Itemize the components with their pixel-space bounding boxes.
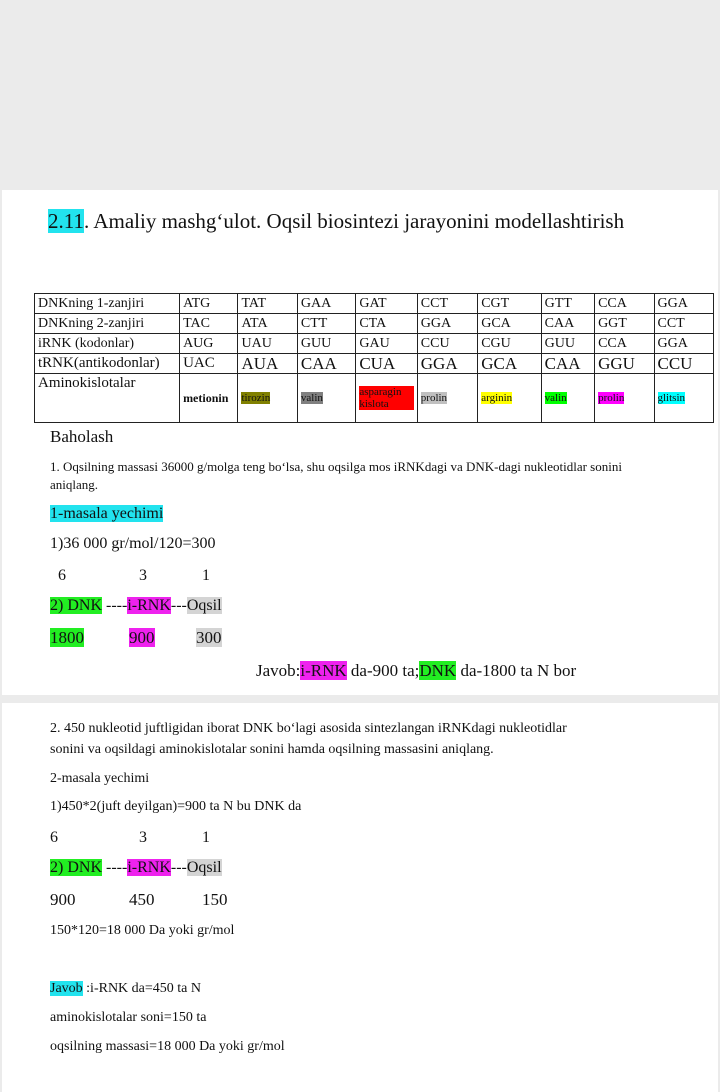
table-cell: CTA <box>356 314 417 334</box>
table-cell: CCU <box>654 354 714 374</box>
amino-cell <box>654 374 714 423</box>
top-gray-area <box>0 0 720 190</box>
table-cell: CAA <box>541 314 594 334</box>
solution-1-label <box>50 505 163 523</box>
answer-dnk: DNK <box>419 661 457 680</box>
solution-1-label-text: 1-masala yechimi <box>50 505 164 522</box>
chain-diagram <box>50 597 222 615</box>
value-box <box>129 628 155 648</box>
table-cell: GAT <box>356 294 417 314</box>
row-label: iRNK (kodonlar) <box>35 334 180 354</box>
value-box <box>50 628 84 648</box>
amino-cell <box>238 374 297 423</box>
answer-2-text: :i-RNK da=450 ta N <box>82 981 201 996</box>
table-cell: GAA <box>297 294 355 314</box>
table-cell: GGA <box>654 334 714 354</box>
solution-2-step-3: 150*120=18 000 Da yoki gr/mol <box>50 923 235 938</box>
table-cell: CTT <box>297 314 355 334</box>
table-cell: ATA <box>238 314 297 334</box>
table-row <box>35 354 714 374</box>
ratio-value: 1 <box>202 829 210 846</box>
row-label: tRNK(antikodonlar) <box>35 354 180 374</box>
table-cell: CAA <box>297 354 355 374</box>
table-cell: TAC <box>180 314 238 334</box>
table-cell: GGU <box>595 354 654 374</box>
amino-label: valin <box>544 392 567 404</box>
answer-2 <box>50 981 201 997</box>
row-label: Aminokislotalar <box>35 374 180 423</box>
solution-2-label: 2-masala yechimi <box>50 771 150 786</box>
amino-cell <box>541 374 594 423</box>
amino-label: prolin <box>598 392 625 404</box>
table-cell: GGT <box>595 314 654 334</box>
oqsil-label: Oqsil <box>186 597 222 614</box>
value-dnk: 900 <box>50 890 76 909</box>
table-cell: GUU <box>297 334 355 354</box>
table-cell: CCU <box>417 334 477 354</box>
table-cell: CGT <box>478 294 541 314</box>
value-rnk: 900 <box>129 628 155 647</box>
value-rnk: 450 <box>129 890 155 909</box>
ratio-value: 3 <box>139 829 147 846</box>
amino-cell <box>417 374 477 423</box>
value-oqsil: 150 <box>202 890 228 909</box>
table-row <box>35 314 714 334</box>
ratio-value: 6 <box>50 829 58 846</box>
table-cell: AUG <box>180 334 238 354</box>
table-cell: CCT <box>654 314 714 334</box>
table-cell: UAU <box>238 334 297 354</box>
table-cell: CCA <box>595 294 654 314</box>
amino-row <box>35 374 714 423</box>
table-cell: AUA <box>238 354 297 374</box>
codon-table <box>34 293 714 423</box>
amino-label: arginin <box>481 392 513 404</box>
amino-cell <box>595 374 654 423</box>
ratio-value: 6 <box>58 567 66 584</box>
chain-separator: ---- <box>102 859 128 876</box>
answer-1 <box>256 661 576 681</box>
amino-cell <box>297 374 355 423</box>
table-cell: ATG <box>180 294 238 314</box>
amino-label: tirozin <box>241 392 271 404</box>
table-cell: CAA <box>541 354 594 374</box>
problem-2-line-1: 2. 450 nukleotid juftligidan iborat DNK bo‘lagi asosida sintezlangan iRNKdagi nukleotidlar <box>50 721 567 736</box>
chain-separator: ---- <box>102 597 128 614</box>
table-cell: GTT <box>541 294 594 314</box>
table-cell: GCA <box>478 354 541 374</box>
amino-cell: metionin <box>180 374 238 423</box>
table-cell: GAU <box>356 334 417 354</box>
table-cell: GUU <box>541 334 594 354</box>
amino-label: glitsin <box>657 392 686 404</box>
section-heading: Baholash <box>50 427 114 446</box>
answer-suffix: da-1800 ta N bor <box>456 661 577 680</box>
page-title <box>48 209 624 234</box>
amino-cell <box>356 374 417 423</box>
table-cell: CGU <box>478 334 541 354</box>
answer-2-line-2: aminokislotalar soni=150 ta <box>50 1010 207 1025</box>
row-label: DNKning 2-zanjiri <box>35 314 180 334</box>
table-cell: GGA <box>654 294 714 314</box>
table-row <box>35 294 714 314</box>
table-cell: UAC <box>180 354 238 374</box>
answer-2-label: Javob <box>50 981 83 996</box>
ratio-value: 1 <box>202 567 210 584</box>
rnk-label: i-RNK <box>127 597 171 614</box>
table-row <box>35 334 714 354</box>
row-label: DNKning 1-zanjiri <box>35 294 180 314</box>
page-two <box>2 703 718 1092</box>
problem-1-text: 1. Oqsilning massasi 36000 g/molga teng bo‘lsa, shu oqsilga mos iRNKdagi va DNK-dagi nukleotidlar sonini <box>50 459 622 474</box>
problem-1-text-cont: aniqlang. <box>50 477 99 492</box>
table-cell: GGA <box>417 314 477 334</box>
value-oqsil: 300 <box>196 628 222 647</box>
table-cell: CCA <box>595 334 654 354</box>
answer-mid: da-900 ta; <box>346 661 420 680</box>
value-box <box>196 628 222 648</box>
dnk-label: 2) DNK <box>50 859 102 876</box>
answer-prefix: Javob: <box>256 661 301 680</box>
amino-label: prolin <box>420 392 448 404</box>
chain-separator: --- <box>170 597 187 614</box>
title-number: 2.11 <box>48 209 84 233</box>
amino-label: asparagin kislota <box>359 386 413 410</box>
table-cell: CUA <box>356 354 417 374</box>
rnk-label: i-RNK <box>127 859 171 876</box>
dnk-label: 2) DNK <box>50 597 102 614</box>
table-cell: GGA <box>417 354 477 374</box>
table-cell: TAT <box>238 294 297 314</box>
problem-2-line-2: sonini va oqsildagi aminokislotalar sonini hamda oqsilning massasini aniqlang. <box>50 742 494 757</box>
answer-rnk: i-RNK <box>300 661 347 680</box>
value-dnk: 1800 <box>50 628 84 647</box>
table-cell: CCT <box>417 294 477 314</box>
ratio-value: 3 <box>139 567 147 584</box>
answer-2-line-3: oqsilning massasi=18 000 Da yoki gr/mol <box>50 1039 285 1054</box>
chain-separator: --- <box>170 859 187 876</box>
table-cell: GCA <box>478 314 541 334</box>
chain-diagram <box>50 859 222 877</box>
amino-cell <box>478 374 541 423</box>
title-text: . Amaliy mashg‘ulot. Oqsil biosintezi jarayonini modellashtirish <box>83 209 625 233</box>
amino-label: valin <box>300 392 323 404</box>
solution-2-step: 1)450*2(juft deyilgan)=900 ta N bu DNK da <box>50 799 302 814</box>
oqsil-label: Oqsil <box>186 859 222 876</box>
solution-1-step: 1)36 000 gr/mol/120=300 <box>50 535 216 552</box>
